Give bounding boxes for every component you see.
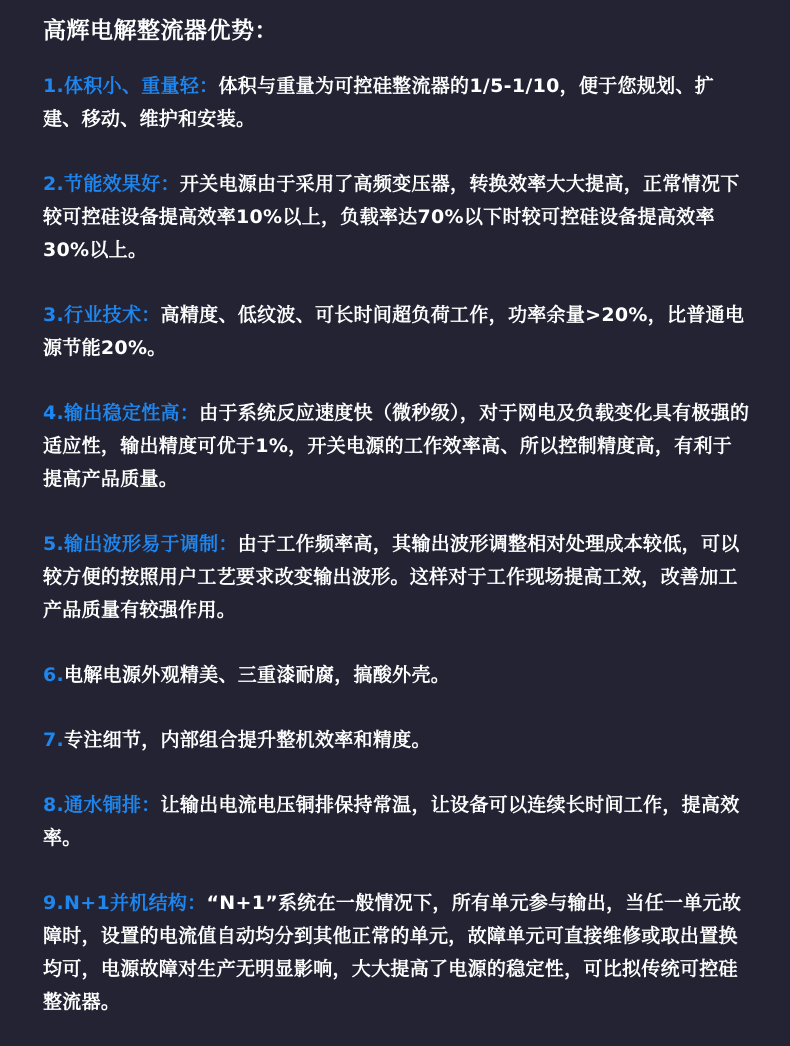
- advantage-label-7: 7.: [43, 729, 65, 751]
- advantage-label-5: 5.输出波形易于调制：: [43, 533, 238, 555]
- advantage-item-1: [43, 70, 750, 136]
- advantage-text-3: 高精度、低纹波、可长时间超负荷工作，功率余量>20%，比普通电源节能20%。: [43, 304, 745, 359]
- advantage-text-7: 专注细节，内部组合提升整机效率和精度。: [64, 729, 431, 751]
- page-title: 高辉电解整流器优势：: [43, 18, 278, 44]
- advantage-item-6: [43, 659, 750, 692]
- advantage-text-2: 开关电源由于采用了高频变压器，转换效率大大提高，正常情况下较可控硅设备提高效率10%以上，负载率达70%以下时较可控硅设备提高效率30%以上。: [43, 173, 740, 261]
- advantage-item-7: [43, 724, 750, 757]
- advantage-label-6: 6.: [43, 664, 65, 686]
- advantage-text-4: 由于系统反应速度快（微秒级），对于网电及负载变化具有极强的适应性，输出精度可优于1%，开关电源的工作效率高、所以控制精度高，有利于提高产品质量。: [43, 402, 750, 490]
- advantage-label-9: 9.N+1并机结构：: [43, 892, 207, 914]
- advantage-item-2: [43, 168, 750, 267]
- advantage-label-1: 1.体积小、重量轻：: [43, 75, 219, 97]
- advantage-label-4: 4.输出稳定性高：: [43, 402, 200, 424]
- advantage-text-5: 由于工作频率高，其输出波形调整相对处理成本较低，可以较方便的按照用户工艺要求改变输出波形。这样对于工作现场提高工效，改善加工产品质量有较强作用。: [43, 533, 740, 621]
- advantage-label-8: 8.通水铜排：: [43, 794, 161, 816]
- advantage-item-4: [43, 397, 750, 496]
- advantage-item-9: [43, 887, 750, 1019]
- advantage-text-8: 让输出电流电压铜排保持常温，让设备可以连续长时间工作，提高效率。: [43, 794, 740, 849]
- advantage-item-8: [43, 789, 750, 855]
- advantage-text-6: 电解电源外观精美、三重漆耐腐，搞酸外壳。: [64, 664, 451, 686]
- advantage-text-9: “N+1”系统在一般情况下，所有单元参与输出，当任一单元故障时，设置的电流值自动均分到其他正常的单元，故障单元可直接维修或取出置换均可，电源故障对生产无明显影响，大大提高了电源的稳定性，可比拟传统可控硅整流器。: [43, 892, 742, 1013]
- advantage-label-3: 3.行业技术：: [43, 304, 161, 326]
- advantage-text-1: 体积与重量为可控硅整流器的1/5-1/10，便于您规划、扩建、移动、维护和安装。: [43, 75, 715, 130]
- advantage-item-5: [43, 528, 750, 627]
- advantage-item-3: [43, 299, 750, 365]
- advantage-label-2: 2.节能效果好：: [43, 173, 180, 195]
